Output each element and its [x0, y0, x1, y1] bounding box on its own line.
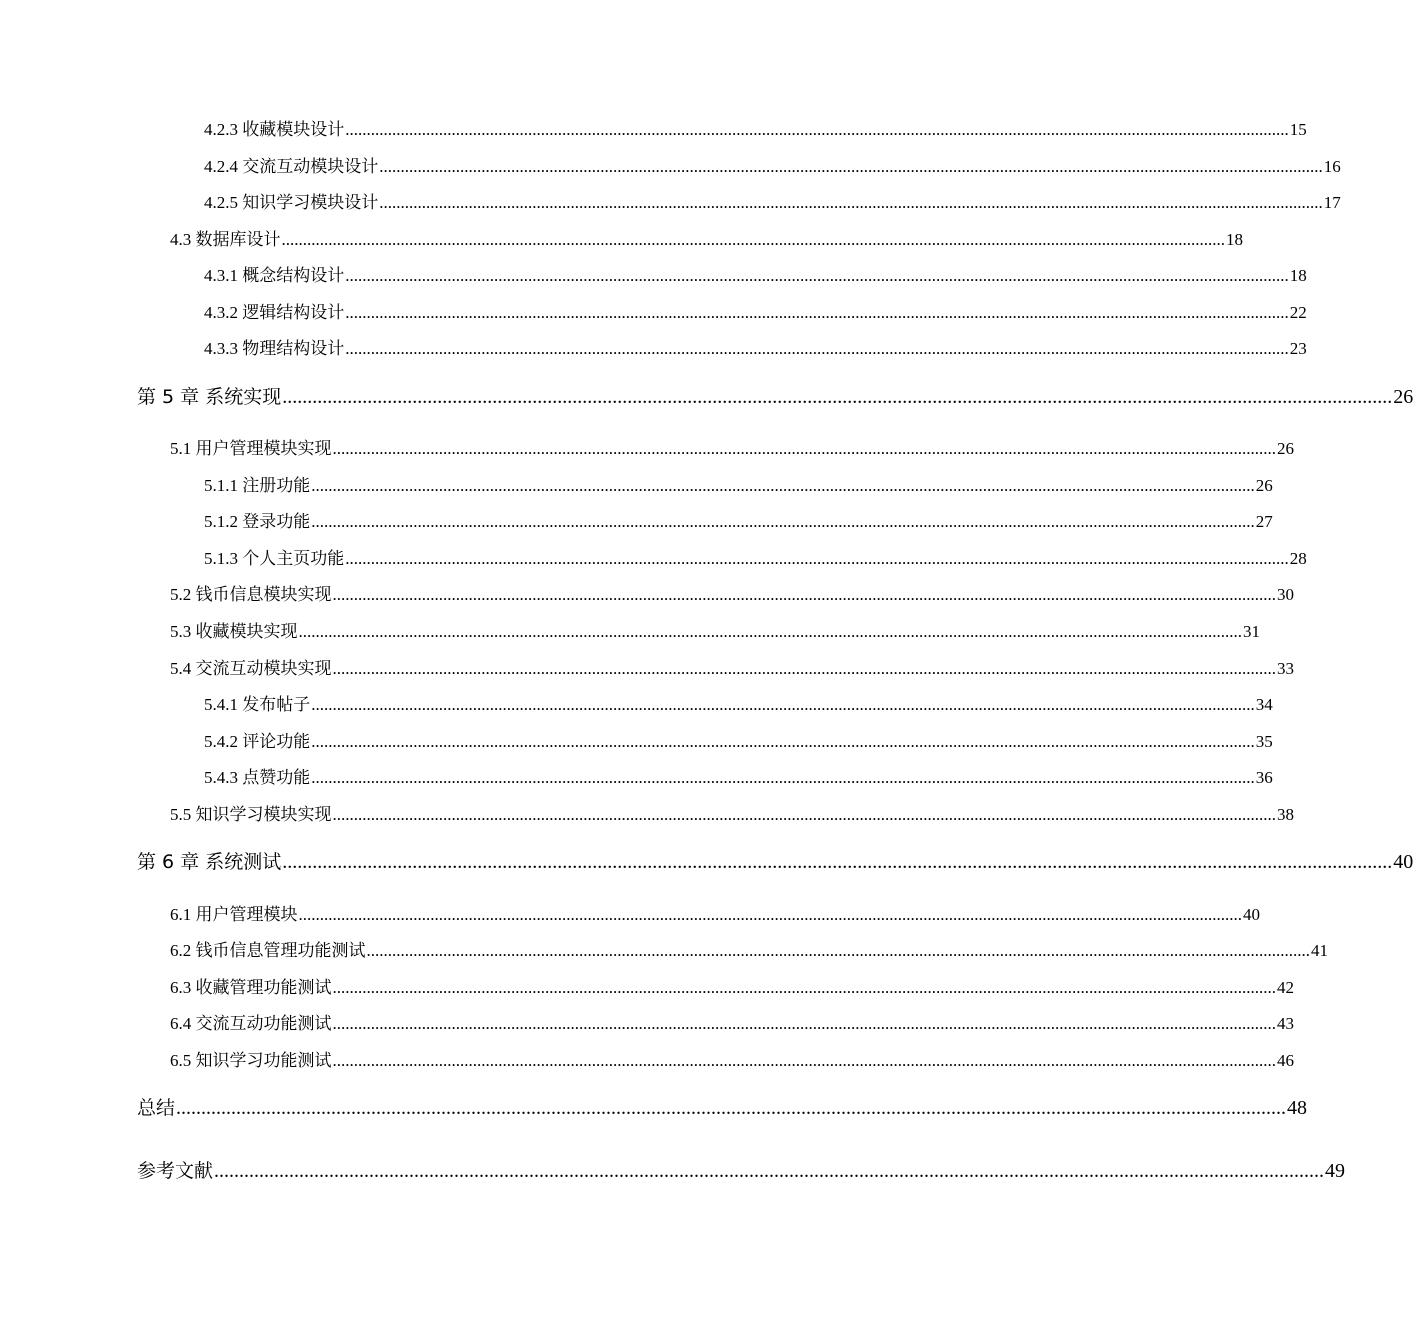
toc-dot-leader: .............................................................................................................................................................................................................................. — [176, 1097, 1287, 1119]
toc-entry-title: 5.1 用户管理模块实现 — [170, 439, 332, 458]
toc-page-number: 15 — [1289, 120, 1307, 139]
toc-page-number: 17 — [1323, 193, 1341, 212]
toc-entry-title: 5.4 交流互动模块实现 — [170, 659, 332, 678]
toc-entry-title: 5.3 收藏模块实现 — [170, 622, 298, 641]
toc-entry-title: 5.2 钱币信息模块实现 — [170, 585, 332, 604]
toc-entry[interactable] — [204, 690, 1273, 715]
toc-entry-title: 4.3.1 概念结构设计 — [204, 266, 345, 285]
toc-entry-title: 5.1.3 个人主页功能 — [204, 549, 345, 568]
toc-chapter-entry[interactable] — [137, 1093, 1308, 1120]
toc-entry[interactable] — [170, 434, 1294, 459]
toc-entry[interactable] — [170, 1009, 1294, 1034]
toc-entry[interactable] — [170, 654, 1294, 679]
toc-dot-leader: .............................................................................................................................................................................................................................. — [345, 339, 1289, 358]
toc-page-number: 42 — [1277, 978, 1294, 997]
toc-dot-leader: .............................................................................................................................................................................................................................. — [379, 193, 1323, 212]
toc-entry[interactable] — [170, 617, 1260, 642]
toc-page-number: 35 — [1255, 732, 1273, 751]
toc-page-number: 34 — [1255, 695, 1273, 714]
toc-dot-leader: .............................................................................................................................................................................................................................. — [311, 695, 1255, 714]
toc-dot-leader: .............................................................................................................................................................................................................................. — [311, 732, 1255, 751]
toc-entry-title: 第 5 章 系统实现 — [137, 386, 282, 408]
toc-dot-leader: .............................................................................................................................................................................................................................. — [345, 303, 1289, 322]
toc-page-number: 40 — [1393, 851, 1413, 873]
toc-entry-title: 4.3 数据库设计 — [170, 230, 281, 249]
toc-page-number: 48 — [1287, 1097, 1308, 1119]
toc-dot-leader: .............................................................................................................................................................................................................................. — [311, 512, 1255, 531]
toc-page-number: 41 — [1311, 941, 1328, 960]
toc-dot-leader: .............................................................................................................................................................................................................................. — [281, 230, 1225, 249]
toc-dot-leader: .............................................................................................................................................................................................................................. — [332, 659, 1276, 678]
toc-dot-leader: .............................................................................................................................................................................................................................. — [379, 157, 1323, 176]
toc-entry-title: 参考文献 — [137, 1160, 214, 1182]
toc-entry-title: 5.4.2 评论功能 — [204, 732, 311, 751]
toc-entry[interactable] — [204, 188, 1341, 213]
toc-dot-leader: .............................................................................................................................................................................................................................. — [345, 120, 1289, 139]
toc-page-number: 36 — [1255, 768, 1273, 787]
toc-dot-leader: .............................................................................................................................................................................................................................. — [332, 1014, 1276, 1033]
toc-dot-leader: .............................................................................................................................................................................................................................. — [282, 386, 1393, 408]
toc-entry[interactable] — [204, 507, 1273, 532]
toc-entry-title: 5.4.3 点赞功能 — [204, 768, 311, 787]
toc-dot-leader: .............................................................................................................................................................................................................................. — [298, 905, 1242, 924]
toc-entry-title: 总结 — [137, 1097, 176, 1119]
toc-entry[interactable] — [170, 936, 1328, 961]
toc-entry[interactable] — [170, 580, 1294, 605]
toc-entry[interactable] — [204, 152, 1341, 177]
toc-page-number: 27 — [1255, 512, 1273, 531]
toc-entry-title: 6.4 交流互动功能测试 — [170, 1014, 332, 1033]
toc-dot-leader: .............................................................................................................................................................................................................................. — [332, 978, 1276, 997]
toc-chapter-entry[interactable] — [137, 382, 1413, 409]
toc-chapter-entry[interactable] — [137, 847, 1413, 874]
toc-page-number: 49 — [1325, 1160, 1346, 1182]
toc-entry-title: 5.4.1 发布帖子 — [204, 695, 311, 714]
toc-page-number: 38 — [1277, 805, 1294, 824]
toc-dot-leader: .............................................................................................................................................................................................................................. — [298, 622, 1242, 641]
toc-page-number: 26 — [1393, 386, 1413, 408]
toc-entry-title: 6.5 知识学习功能测试 — [170, 1051, 332, 1070]
toc-page-number: 46 — [1277, 1051, 1294, 1070]
toc-page-number: 31 — [1243, 622, 1260, 641]
toc-dot-leader: .............................................................................................................................................................................................................................. — [282, 851, 1393, 873]
toc-page-number: 26 — [1277, 439, 1294, 458]
toc-page-number: 18 — [1226, 230, 1243, 249]
toc-page-number: 26 — [1255, 476, 1273, 495]
toc-entry[interactable] — [170, 1046, 1294, 1071]
toc-dot-leader: .............................................................................................................................................................................................................................. — [311, 768, 1255, 787]
toc-dot-leader: .............................................................................................................................................................................................................................. — [332, 439, 1276, 458]
toc-entry[interactable] — [204, 471, 1273, 496]
toc-entry-title: 5.5 知识学习模块实现 — [170, 805, 332, 824]
toc-entry-title: 6.3 收藏管理功能测试 — [170, 978, 332, 997]
toc-dot-leader: .............................................................................................................................................................................................................................. — [366, 941, 1310, 960]
toc-entry-title: 4.3.2 逻辑结构设计 — [204, 303, 345, 322]
toc-page-number: 23 — [1289, 339, 1307, 358]
toc-entry-title: 4.2.5 知识学习模块设计 — [204, 193, 379, 212]
toc-entry-title: 5.1.1 注册功能 — [204, 476, 311, 495]
toc-entry-title: 4.2.3 收藏模块设计 — [204, 120, 345, 139]
toc-page-number: 40 — [1243, 905, 1260, 924]
toc-page-number: 30 — [1277, 585, 1294, 604]
toc-dot-leader: .............................................................................................................................................................................................................................. — [345, 549, 1289, 568]
toc-entry[interactable] — [170, 973, 1294, 998]
toc-dot-leader: .............................................................................................................................................................................................................................. — [345, 266, 1289, 285]
toc-entry[interactable] — [170, 900, 1260, 925]
toc-dot-leader: .............................................................................................................................................................................................................................. — [332, 585, 1276, 604]
toc-entry-title: 6.2 钱币信息管理功能测试 — [170, 941, 366, 960]
toc-page-number: 18 — [1289, 266, 1307, 285]
toc-entry[interactable] — [204, 334, 1307, 359]
toc-entry-title: 4.3.3 物理结构设计 — [204, 339, 345, 358]
toc-entry[interactable] — [204, 763, 1273, 788]
toc-entry-title: 第 6 章 系统测试 — [137, 851, 282, 873]
toc-entry[interactable] — [204, 298, 1307, 323]
toc-entry[interactable] — [204, 544, 1307, 569]
toc-page-number: 16 — [1323, 157, 1341, 176]
toc-entry[interactable] — [170, 800, 1294, 825]
toc-entry[interactable] — [170, 225, 1243, 250]
toc-entry-title: 4.2.4 交流互动模块设计 — [204, 157, 379, 176]
toc-entry-title: 5.1.2 登录功能 — [204, 512, 311, 531]
toc-page-number: 22 — [1289, 303, 1307, 322]
toc-dot-leader: .............................................................................................................................................................................................................................. — [332, 1051, 1276, 1070]
toc-entry-title: 6.1 用户管理模块 — [170, 905, 298, 924]
toc-chapter-entry[interactable] — [137, 1156, 1346, 1183]
toc-entry[interactable] — [204, 261, 1307, 286]
toc-entry[interactable] — [204, 727, 1273, 752]
toc-entry[interactable] — [204, 115, 1307, 140]
toc-page-number: 28 — [1289, 549, 1307, 568]
toc-page-number: 33 — [1277, 659, 1294, 678]
toc-dot-leader: .............................................................................................................................................................................................................................. — [311, 476, 1255, 495]
toc-dot-leader: .............................................................................................................................................................................................................................. — [214, 1160, 1325, 1182]
toc-dot-leader: .............................................................................................................................................................................................................................. — [332, 805, 1276, 824]
toc-page-number: 43 — [1277, 1014, 1294, 1033]
